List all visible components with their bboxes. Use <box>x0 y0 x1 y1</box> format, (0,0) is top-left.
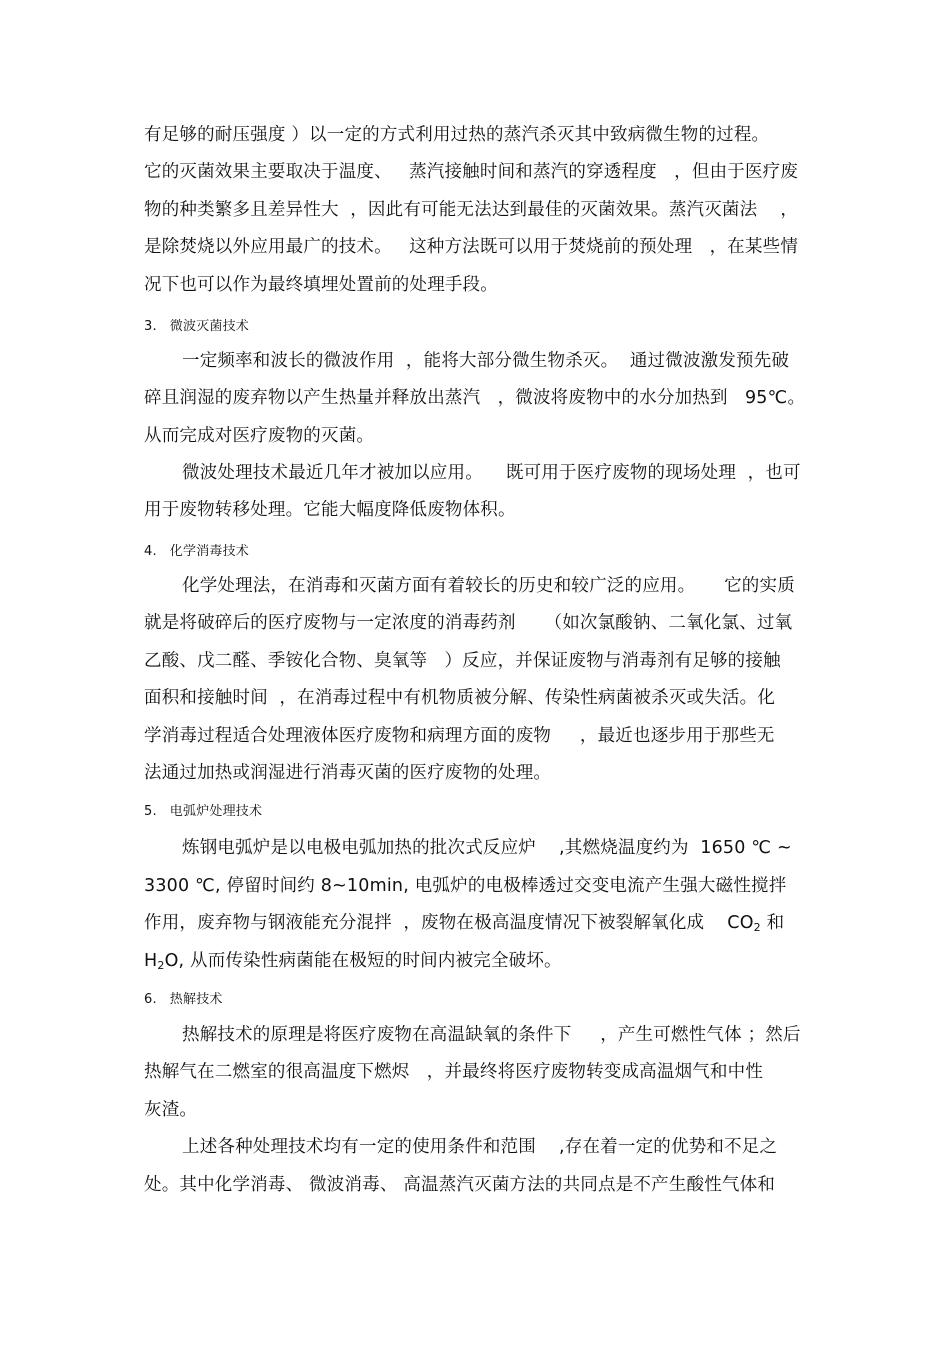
paragraph-line: 一定频率和波长的微波作用 ，能将大部分微生物杀灭。 通过微波激发预先破 <box>182 351 790 371</box>
line-text: H <box>144 951 158 971</box>
paragraph-line: 它的灭菌效果主要取决于温度、 蒸汽接触时间和蒸汽的穿透程度 ，但由于医疗废 <box>144 162 799 182</box>
paragraph-line: 是除焚烧以外应用最广的技术。 这种方法既可以用于焚烧前的预处理 ，在某些情 <box>144 237 799 257</box>
paragraph-line: 况下也可以作为最终填埋处置前的处理手段。 <box>144 275 498 295</box>
paragraph-line: 微波处理技术最近几年才被加以应用。 既可用于医疗废物的现场处理 ，也可 <box>182 463 801 483</box>
line-text: 作用，废弃物与钢液能充分混拌 ，废物在极高温度情况下被裂解氧化成 CO <box>144 913 754 933</box>
paragraph-line: 乙酸、戊二醛、季铵化合物、臭氧等 ）反应，并保证废物与消毒剂有足够的接触 <box>144 651 781 671</box>
paragraph-line: 学消毒过程适合处理液体医疗废物和病理方面的废物 ，最近也逐步用于那些无 <box>144 726 775 746</box>
paragraph-line: 有足够的耐压强度 ）以一定的方式利用过热的蒸汽杀灭其中致病微生物的过程。 <box>144 125 770 145</box>
paragraph-line: 3300 ℃, 停留时间约 8~10min, 电弧炉的电极棒透过交变电流产生强大磁性搅拌 <box>144 876 787 896</box>
paragraph-line: 物的种类繁多且差异性大 ，因此有可能无法达到最佳的灭菌效果。蒸汽灭菌法 ， <box>144 200 799 220</box>
paragraph-line: 处。其中化学消毒、 微波消毒、 高温蒸汽灭菌方法的共同点是不产生酸性气体和 <box>144 1175 776 1195</box>
paragraph-line: 从而完成对医疗废物的灭菌。 <box>144 426 375 446</box>
subscript: 2 <box>157 959 165 972</box>
paragraph-line: 用于废物转移处理。它能大幅度降低废物体积。 <box>144 500 516 520</box>
paragraph-line: 化学处理法，在消毒和灭菌方面有着较长的历史和较广泛的应用。 它的实质 <box>182 576 795 596</box>
paragraph-line: 上述各种处理技术均有一定的使用条件和范围 ,存在着一定的优势和不足之 <box>182 1137 778 1157</box>
section-heading: 6. 热解技术 <box>144 992 223 1007</box>
subscript: 2 <box>753 921 761 934</box>
section-heading: 3. 微波灭菌技术 <box>144 319 250 334</box>
line-text: 和 <box>760 913 785 933</box>
paragraph-line: 热解气在二燃室的很高温度下燃烬 ，并最终将医疗废物转变成高温烟气和中性 <box>144 1062 764 1082</box>
paragraph-line: 就是将破碎后的医疗废物与一定浓度的消毒药剂 （如次氯酸钠、二氧化氯、过氧 <box>144 613 793 633</box>
section-heading: 4. 化学消毒技术 <box>144 544 250 559</box>
section-heading: 5. 电弧炉处理技术 <box>144 804 263 819</box>
paragraph-line <box>144 950 562 977</box>
paragraph-line <box>144 912 784 939</box>
paragraph-line: 炼钢电弧炉是以电极电弧加热的批次式反应炉 ,其燃烧温度约为 1650 ℃ ~ <box>182 838 792 858</box>
paragraph-line: 碎且润湿的废弃物以产生热量并释放出蒸汽 ，微波将废物中的水分加热到 95℃。 <box>144 388 806 408</box>
line-text: O, 从而传染性病菌能在极短的时间内被完全破坏。 <box>164 951 562 971</box>
paragraph-line: 热解技术的原理是将医疗废物在高温缺氧的条件下 ，产生可燃性气体 ；然后 <box>182 1025 801 1045</box>
paragraph-line: 法通过加热或润湿进行消毒灭菌的医疗废物的处理。 <box>144 763 552 783</box>
paragraph-line: 灰渣。 <box>144 1100 198 1120</box>
paragraph-line: 面积和接触时间 ，在消毒过程中有机物质被分解、传染性病菌被杀灭或失活。化 <box>144 688 776 708</box>
